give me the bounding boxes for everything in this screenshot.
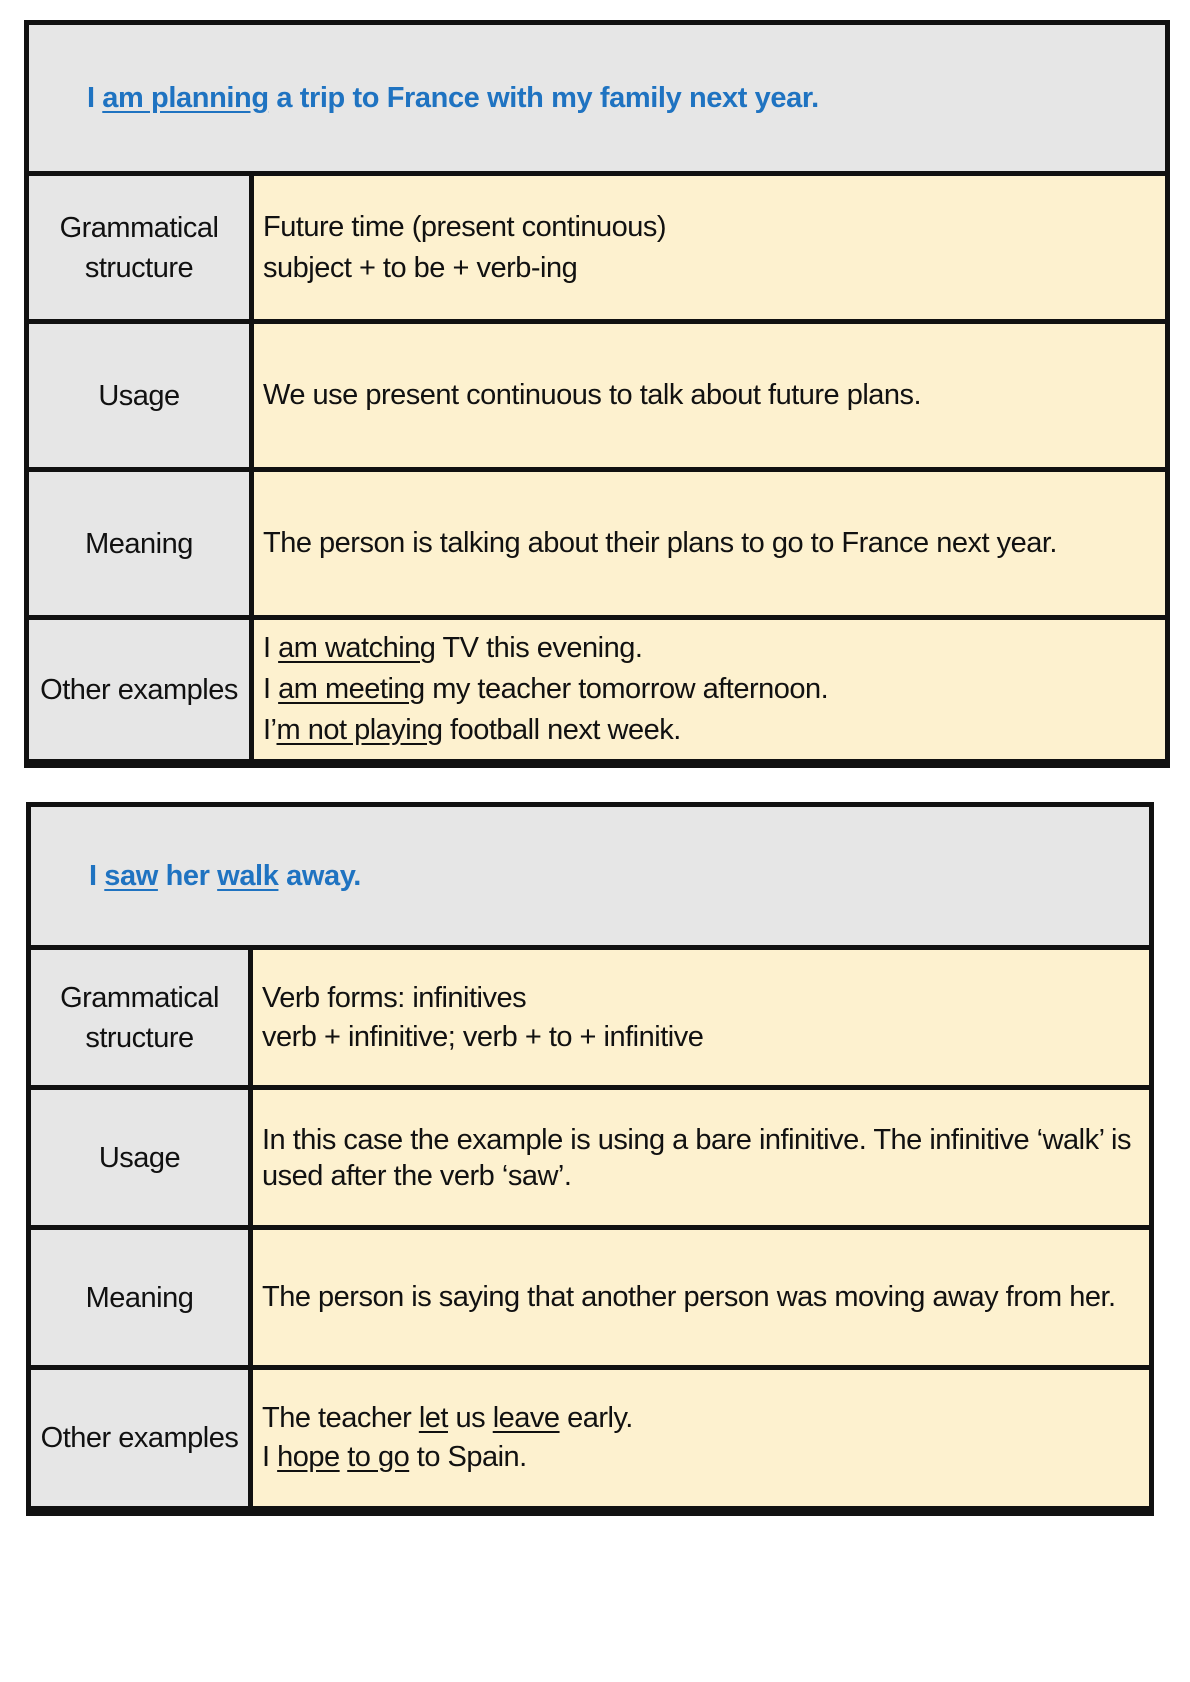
underlined-verb: to go <box>347 1441 410 1473</box>
usage-text: In this case the example is using a bare infinitive. The infinitive ‘walk’ is used after the verb ‘saw’. <box>262 1123 1131 1192</box>
sentence-text: her <box>157 859 218 892</box>
grammatical-structure-row <box>31 945 1149 1085</box>
target-verb: am planning <box>102 81 269 114</box>
row-label <box>31 950 253 1085</box>
label-line: structure <box>84 251 194 284</box>
sentence-text: I <box>86 81 103 114</box>
grammar-table-present-continuous <box>24 20 1170 768</box>
usage-content <box>253 1090 1149 1225</box>
structure-content <box>253 950 1149 1085</box>
structure-content <box>254 176 1165 319</box>
meaning-row <box>31 1225 1149 1365</box>
example-sentence <box>31 807 1149 945</box>
structure-formula: verb + infinitive; verb + to + infinitive <box>262 1020 704 1053</box>
underlined-verb: hope <box>277 1441 340 1473</box>
row-label: Meaning <box>29 472 254 615</box>
row-label: Other examples <box>29 620 254 759</box>
other-examples-row <box>31 1365 1149 1506</box>
sentence-text: a trip to France with my family next year. <box>268 81 819 114</box>
structure-line: Verb forms: infinitives <box>262 981 527 1014</box>
target-verb: walk <box>217 859 279 892</box>
other-examples-row <box>29 615 1165 759</box>
examples-content <box>254 620 1165 759</box>
grammar-table-infinitives <box>26 802 1154 1516</box>
underlined-verb: let <box>418 1402 448 1434</box>
meaning-text: The person is saying that another person was moving away from her. <box>262 1281 1116 1313</box>
target-verb: saw <box>104 859 158 892</box>
label-line: Grammatical <box>59 211 219 244</box>
example-sentence-line: I am meeting my teacher tomorrow afternoon. <box>263 673 829 705</box>
underlined-verb: am watching <box>278 632 436 664</box>
row-label: Usage <box>29 324 254 467</box>
underlined-verb: am meeting <box>278 673 425 705</box>
example-sentence <box>29 25 1165 171</box>
usage-row <box>31 1085 1149 1225</box>
example-sentence-line: I’m not playing football next week. <box>263 714 681 746</box>
usage-content <box>254 324 1165 467</box>
example-sentence-line: I hope to go to Spain. <box>262 1441 527 1473</box>
example-sentence-line: The teacher let us leave early. <box>262 1402 633 1434</box>
grammatical-structure-row <box>29 171 1165 319</box>
label-line: structure <box>85 1021 194 1054</box>
examples-content <box>253 1370 1149 1506</box>
meaning-row <box>29 467 1165 615</box>
row-label: Other examples <box>31 1370 253 1506</box>
underlined-verb: leave <box>492 1402 560 1434</box>
example-sentence-line: I am watching TV this evening. <box>263 632 643 664</box>
meaning-text: The person is talking about their plans to go to France next year. <box>263 527 1057 559</box>
underlined-verb: m not playing <box>276 714 443 746</box>
meaning-content <box>254 472 1165 615</box>
usage-text: We use present continuous to talk about future plans. <box>263 379 922 411</box>
usage-row <box>29 319 1165 467</box>
meaning-content <box>253 1230 1149 1365</box>
label-line: Grammatical <box>60 981 219 1014</box>
sentence-text: I <box>88 859 105 892</box>
structure-formula: subject + to be + verb-ing <box>263 251 578 284</box>
structure-line: Future time (present continuous) <box>263 210 667 243</box>
row-label: Meaning <box>31 1230 253 1365</box>
sentence-text: away. <box>278 859 361 892</box>
row-label: Usage <box>31 1090 253 1225</box>
row-label <box>29 176 254 319</box>
